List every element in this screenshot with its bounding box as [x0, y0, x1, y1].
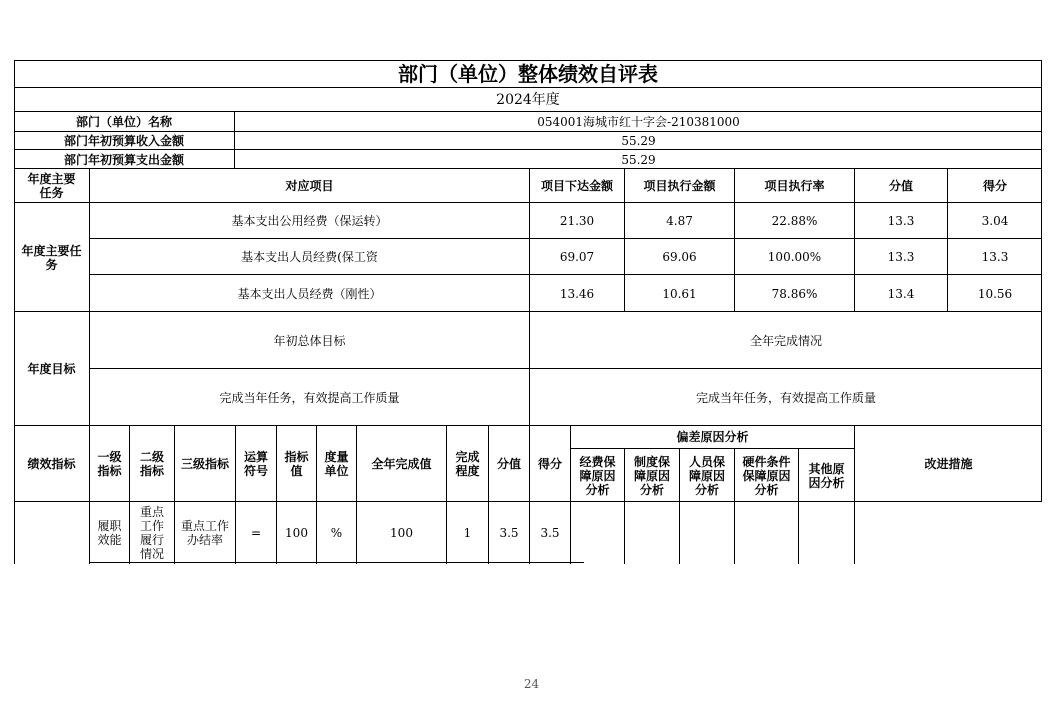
- dept-name-label: 部门（单位）名称: [75, 115, 172, 129]
- tasks-side-label: 年度主要任 务: [21, 243, 82, 272]
- task-row-2-score: 13.3: [981, 250, 1009, 264]
- header-improve: 改进措施: [924, 457, 973, 471]
- task-row-3-score-value: 13.4: [887, 286, 915, 301]
- initial-goal-text: 完成当年任务，有效提高工作质量: [219, 390, 400, 405]
- tasks-header-label: 年度主要 任务: [27, 172, 76, 200]
- col-project: 对应项目: [285, 179, 334, 193]
- ind-row-level2: 重点 工作 履行 情况: [139, 504, 164, 561]
- indicators-label: 绩效指标: [27, 457, 76, 471]
- header-dev-hardware: 硬件条件 保障原因 分析: [742, 454, 791, 497]
- task-row-2-rate: 100.00%: [767, 250, 822, 264]
- header-dev-other: 其他原 因分析: [808, 461, 845, 490]
- year-label: 2024年度: [496, 92, 560, 108]
- header-degree: 完成 程度: [455, 450, 480, 478]
- ind-row-score-value: 3.5: [499, 525, 519, 540]
- header-unit: 度量 单位: [324, 450, 349, 478]
- ind-row-level3: 重点工作 办结率: [180, 518, 229, 547]
- header-level1: 一级 指标: [97, 450, 122, 478]
- task-row-2-score-value: 13.3: [887, 250, 915, 264]
- task-row-1-score: 3.04: [981, 214, 1009, 228]
- task-row-2-allocated: 69.07: [559, 250, 595, 264]
- task-row-3-executed: 10.61: [662, 286, 697, 301]
- dept-name-value: 054001海城市红十字会-210381000: [537, 115, 740, 129]
- header-deviation: 偏差原因分析: [676, 430, 749, 444]
- task-row-3-project: 基本支出人员经费（刚性）: [237, 286, 382, 301]
- task-row-1-project: 基本支出公用经费（保运转）: [231, 214, 388, 228]
- task-row-3-rate: 78.86%: [771, 286, 818, 301]
- col-score: 得分: [982, 179, 1007, 193]
- task-row-2-project: 基本支出人员经费(保工资: [241, 250, 378, 264]
- ind-row-annual: 100: [390, 525, 413, 540]
- header-score-value: 分值: [496, 457, 521, 471]
- income-label: 部门年初预算收入金额: [63, 134, 184, 148]
- income-value: 55.29: [621, 134, 656, 148]
- header-value: 指标 值: [284, 450, 309, 478]
- ind-row-unit: %: [330, 525, 343, 540]
- header-dev-staff: 人员保 障原因 分析: [688, 454, 725, 497]
- col-allocated: 项目下达金额: [540, 179, 613, 193]
- annual-completion-header: 全年完成情况: [749, 333, 822, 348]
- expense-value: 55.29: [621, 152, 656, 167]
- task-row-1-rate: 22.88%: [771, 214, 818, 228]
- header-dev-system: 制度保 障原因 分析: [633, 454, 670, 497]
- task-row-1-score-value: 13.3: [887, 214, 915, 228]
- header-score: 得分: [537, 457, 562, 471]
- task-row-3-allocated: 13.46: [559, 286, 595, 301]
- col-executed: 项目执行金额: [643, 179, 716, 193]
- task-row-3-score: 10.56: [977, 286, 1013, 301]
- self-evaluation-table: [14, 60, 1042, 564]
- ind-row-value: 100: [285, 525, 308, 540]
- annual-completion-text: 完成当年任务，有效提高工作质量: [695, 390, 876, 405]
- col-score-value: 分值: [888, 179, 913, 193]
- goals-label: 年度目标: [27, 362, 76, 376]
- ind-row-score: 3.5: [540, 525, 560, 540]
- initial-goal-header: 年初总体目标: [273, 333, 346, 348]
- page-title: 部门（单位）整体绩效自评表: [398, 62, 658, 86]
- header-operator: 运算 符号: [243, 450, 268, 478]
- task-row-1-allocated: 21.30: [559, 214, 595, 228]
- header-annual-value: 全年完成值: [371, 457, 432, 471]
- ind-row-operator: =: [250, 525, 262, 540]
- expense-label: 部门年初预算支出金额: [63, 152, 184, 167]
- page-number: 24: [523, 677, 540, 691]
- ind-row-degree: 1: [463, 525, 472, 540]
- header-dev-funding: 经费保 障原因 分析: [579, 454, 616, 497]
- col-exec-rate: 项目执行率: [764, 179, 825, 193]
- ind-row-level1: 履职 效能: [97, 518, 122, 547]
- header-level3: 三级指标: [180, 457, 229, 471]
- task-row-2-executed: 69.06: [662, 250, 697, 264]
- header-level2: 二级 指标: [139, 450, 164, 478]
- task-row-1-executed: 4.87: [666, 214, 693, 228]
